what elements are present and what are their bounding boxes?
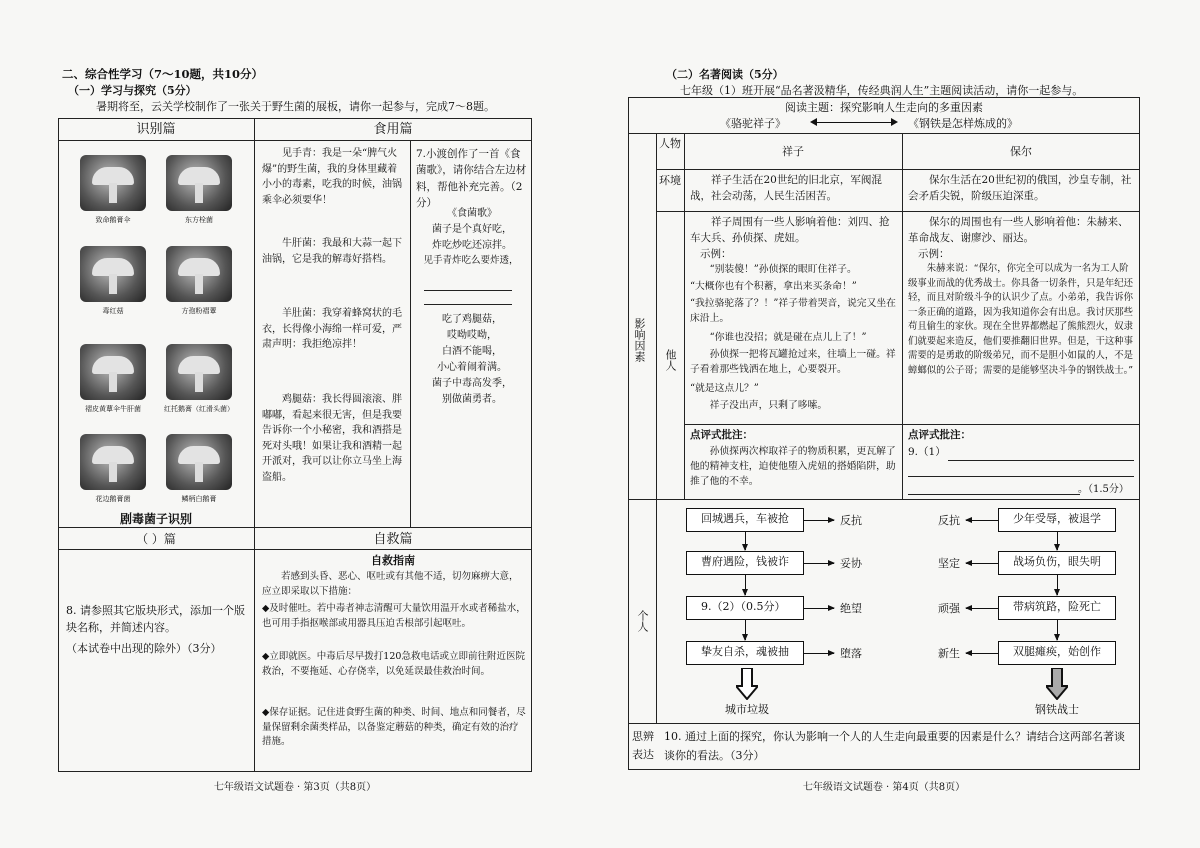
song-line: 见手青炸吃么要炸透， [423,255,519,266]
subsection-title: （一）学习与探究（5分） [68,84,197,97]
food-text-2: 牛肝菌：我最和大蒜一起下油锅，它是我的解毒好搭档。 [262,238,402,265]
quote-line: “大概你也有个积蓄，拿出来买条命！” [690,281,857,292]
answer-blank[interactable] [424,290,512,291]
mushroom-photo [80,344,146,400]
flow-result: 绝望 [840,602,862,615]
page-footer: 七年级语文试题卷 · 第3页（共8页） [213,782,377,793]
env-paul: 保尔生活在20世纪初的俄国，沙皇专制，社会矛盾尖锐，阶级压迫深重。 [908,174,1132,203]
song-line: 吃了鸡腿菇， [442,314,502,325]
flow-end-xiangzi: 城市垃圾 [725,703,769,716]
row-factor: 影响因素 [633,318,646,362]
q9-1-label: 9.（1） [908,446,946,458]
question-10: 10. 通过上面的探究，你认为影响一个人的人生走向最重要的因素是什么？请结合这两部名著谈谈你的看法。（3分） [664,730,1125,762]
answer-blank[interactable] [908,476,1134,477]
flow-result: 反抗 [840,514,862,527]
column-identify-header: 识别篇 [136,122,176,137]
flow-box-paul: 战场负伤，眼失明 [998,551,1116,575]
flow-end-paul: 钢铁战士 [1035,703,1079,716]
answer-blank[interactable] [908,494,1080,495]
food-text-4: 鸡腿菇：我长得圆滚滚、胖嘟嘟，看起来很无害，但是我要告诉你一个小秘密，我和酒搭是死对头哦！如果让我和酒精一起开派对，我可以让你立马坐上海盗船。 [262,394,402,483]
reading-theme: 阅读主题：探究影响人生走向的多重因素 [785,101,983,114]
column-person: 人物 [659,137,681,150]
column-food-header: 食用篇 [373,122,413,137]
comment-label: 点评式批注： [690,429,753,441]
column-paul: 保尔 [1010,145,1032,158]
rescue-section-header: 自救篇 [373,532,413,547]
panel-caption: 剧毒菌子识别 [119,512,192,526]
mushroom-label: 致命鹅膏伞 [95,216,131,224]
song-line: 小心着闹着满。 [437,362,507,373]
row-reflect: 思辨表达 [632,730,654,761]
comment-label: 点评式批注： [908,429,971,441]
paul-quote: 朱赫来说：“保尔，你完全可以成为一名为工人阶级事业而战的优秀战士。你具备一切条件，只是年纪还轻，而且对阶级斗争的认识少了点。小弟弟，我告诉你一条正确的道路，因为我知道你会有出息。我讨厌那些苟且偷生的家伙。现在全世界都燃起了熊熊烈火，奴隶们就要起来造反，他们要推翻旧世界。但是，干这种事需要的是勇敢的阶级弟兄，而不是胆小如鼠的人，不是蟑螂似的公子哥；需要的是能够坚决斗争的钢铁战士。” [908,263,1134,377]
mushroom-label: 鳞柄白鹅膏 [181,495,217,503]
flow-result: 堕落 [840,647,862,660]
mushroom-photo [80,155,146,211]
quote-line: 孙侦探一把将瓦罐抢过来，往墙上一碰。祥子看着那些钱洒在地上，心要裂开。 [690,349,896,376]
mushroom-label: 褶皮黄蕈伞牛肝菌 [85,405,141,413]
mushroom-photo [80,434,146,490]
mushroom-label: 毒红菇 [102,307,124,315]
quote-line: “我拉骆驼落了？！”祥子带着哭音，说完又坐在床沿上。 [690,298,896,325]
song-line: 哎呦哎呦， [447,330,497,341]
mushroom-photo [166,434,232,490]
question-8: 8. 请参照其它版块形式，添加一个版块名称，并简述内容。 [66,604,245,635]
mushroom-label: 东方栓菌 [185,216,213,224]
others-paul-intro: 保尔的周围也有一些人影响着他：朱赫来、革命战友、谢廖沙、丽达。 [908,216,1129,245]
song-line: 别做菌勇者。 [442,394,502,405]
flow-result: 顽强 [938,602,960,615]
flow-box-xiangzi: 曹府遇险，钱被诈 [686,551,804,575]
rescue-intro: 若感到头昏、恶心、呕吐或有其他不适，切勿麻痹大意，应立即采取以下措施： [262,571,519,597]
intro-text: 七年级（1）班开展“品名著汲精华，传经典润人生”主题阅读活动，请你一起参与。 [680,84,1084,97]
quote-line: “就是这点儿？” [690,383,759,394]
flow-result: 坚定 [938,557,960,570]
subsection-title: （二）名著阅读（5分） [666,68,784,81]
book-left: 《骆驼祥子》 [720,117,786,130]
mushroom-photo [80,246,146,302]
row-others: 他人 [664,349,677,371]
food-text-3: 羊肚菌：我穿着蜂窝状的毛衣，长得像小海绵一样可爱，严肃声明：我拒绝凉拌！ [262,308,402,350]
song-title: 《食菌歌》 [447,208,497,219]
down-arrow-icon [1046,668,1068,700]
double-arrow [812,122,896,123]
rescue-item: ◆立即就医。中毒后尽早拨打120急救电话或立即前往附近医院救治，不要拖延、心存侥幸，以免延误最佳救治时间。 [262,651,525,677]
mushroom-label: 方孢粉褶蕈 [181,307,217,315]
flow-result: 新生 [938,647,960,660]
question-7: 7.小渡创作了一首《食菌歌》，请你结合左边材料，帮他补充完善。（2分） [416,148,527,209]
rescue-item: ◆保存证据。记住进食野生菌的种类、时间、地点和同餐者，尽量保留剩余菌类样品，以备鉴定蘑菇的种类，确定有效的治疗措施。 [262,707,526,748]
song-line: 炸吃炒吃还凉拌。 [432,240,512,251]
mushroom-photo [166,344,232,400]
mushroom-label: 花边鹅膏菌 [95,495,131,503]
q9-1-score: 。（1.5分） [1078,484,1129,495]
comment-xiangzi: 孙侦探两次榨取祥子的物质积累，更瓦解了他的精神支柱，迫使他堕入虎妞的搭婚陷阱，助推了他的不幸。 [690,446,896,488]
answer-blank[interactable] [948,460,1134,461]
example-label: 示例： [700,248,732,260]
mushroom-photo [166,155,232,211]
song-line: 白酒不能喝， [442,346,502,357]
page-footer: 七年级语文试题卷 · 第4页（共8页） [802,782,966,793]
quote-line: “别装傻！”孙侦探的眼盯住祥子。 [709,264,857,275]
flow-box-xiangzi: 挚友自杀，魂被抽 [686,641,804,665]
quote-line: 祥子没出声，只剩了哆嗦。 [709,400,828,411]
food-text-1: 见手青：我是一朵“脾气火爆”的野生菌，我的身体里藏着小小的毒素，吃我的时候，油锅乘伞必须要华！ [262,148,402,206]
others-xiangzi-intro: 祥子周围有一些人影响着他：刘四、抢车大兵、孙侦探、虎妞。 [690,216,890,245]
book-right: 《钢铁是怎样炼成的》 [908,117,1018,130]
song-line: 菌子中毒高发季， [432,378,512,389]
flow-box-paul: 少年受辱，被退学 [998,508,1116,532]
env-xiangzi: 祥子生活在20世纪的旧北京，军阀混战，社会动荡，人民生活困苦。 [690,174,882,203]
intro-text: 暑期将至，云关学校制作了一张关于野生菌的展板，请你一起参与，完成7～8题。 [96,100,495,113]
mushroom-photo [166,246,232,302]
question-8-note: （本试卷中出现的除外）（3分） [66,642,222,655]
section-title: 二、综合性学习（7～10题，共10分） [62,67,264,81]
rescue-item: ◆及时催吐。若中毒者神志清醒可大量饮用温开水或者稀盐水，也可用手指抠喉部或用器具压迫舌根部引起呕吐。 [262,603,526,629]
flow-box-paul: 双腿瘫痪，始创作 [998,641,1116,665]
quote-line: “你谁也没招；就是碰在点儿上了！” [709,332,867,343]
row-self: 个人 [636,610,649,632]
flow-result: 妥协 [840,557,862,570]
flow-box-paul: 带病筑路，险死亡 [998,596,1116,620]
down-arrow-icon [736,668,758,700]
row-environment: 环境 [659,174,681,187]
flow-box-answer[interactable]: 9.（2）（0.5分） [686,596,804,620]
example-label: 示例： [918,248,950,260]
rescue-guide-title: 自救指南 [371,554,415,567]
flow-result: 反抗 [938,514,960,527]
mushroom-label: 红托鹅膏（红滑头菌） [164,405,234,413]
song-line: 菌子是个真好吃， [432,224,512,235]
blank-section-header[interactable]: （ ）篇 [136,532,176,546]
right-page [600,0,1200,848]
flow-box-xiangzi: 回城遇兵，车被抢 [686,508,804,532]
answer-blank[interactable] [424,304,512,305]
column-xiangzi: 祥子 [782,145,804,158]
